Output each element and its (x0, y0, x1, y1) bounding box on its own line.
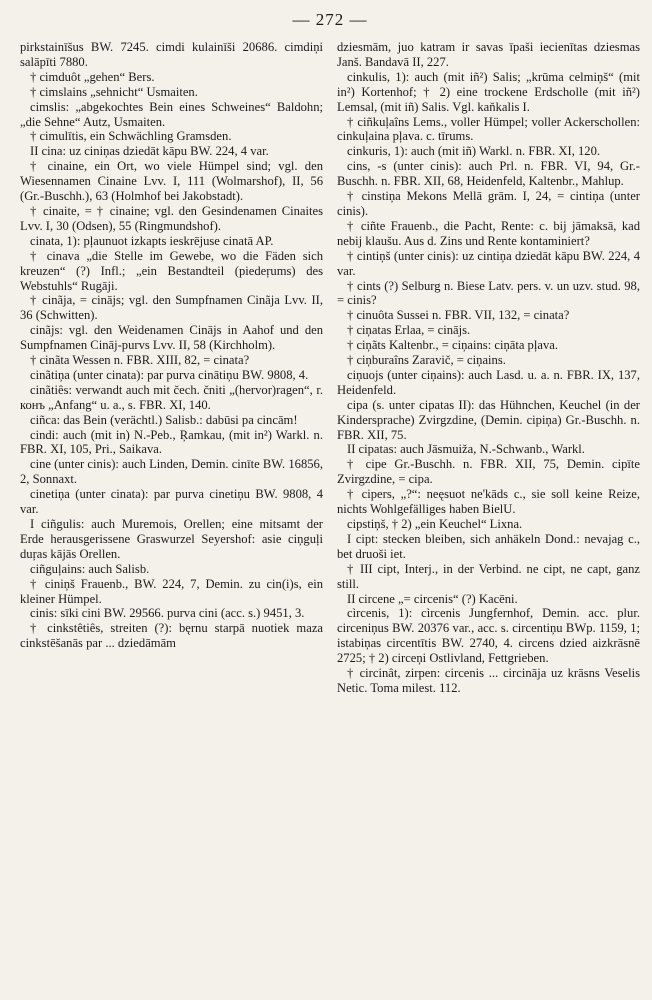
dictionary-entry: † cinaite, = † cinaine; vgl. den Gesindenamen Cinaites Lvv. I, 30 (Odsen), 55 (Ringmundshof). (20, 203, 323, 233)
dictionary-entry: cins, -s (unter cinis): auch Prl. n. FBR. VI, 94, Gr.-Buschh. n. FBR. XII, 68, Heidenfeld, Kaltenbr., Mahlup. (337, 159, 640, 189)
dictionary-entry: ciñca: das Bein (verächtl.) Salisb.: dabūsi pa cincām! (30, 412, 298, 427)
dictionary-entry: cindi: auch (mit in) N.-Peb., Ŗamkau, (mit in²) Warkl. n. FBR. XI, 105, Pri., Saikava. (20, 427, 323, 457)
dictionary-entry: † cipers, „?“: neęsuot ne'kāds c., sie soll keine Reize, nichts Wohlgefälliges haben BielU. (337, 487, 640, 517)
dictionary-entry: II cipatas: auch Jāsmuiža, N.-Schwanb., Warkl. (347, 442, 585, 457)
page-number: — 272 — (292, 10, 368, 29)
dictionary-entry: † cintiņš (unter cinis): uz cintiņa dziedāt kāpu BW. 224, 4 var. (337, 248, 640, 278)
dictionary-entry: I ciñgulis: auch Muremois, Orellen; eine mitsamt der Erde herausgerissene Graswurzel Seyershof: asie ciņguļi duŗas kājās Orellen. (20, 517, 323, 561)
dictionary-entry: I cipt: stecken bleiben, sich anhäkeln Dond.: nevajag c., bet druoši iet. (337, 531, 640, 561)
right-column (337, 40, 640, 990)
dictionary-entry: cimslis: „abgekochtes Bein eines Schweines“ Baldohn; „die Sehne“ Autz, Usmaiten. (20, 99, 323, 129)
dictionary-entry: † III cipt, Interj., in der Verbind. ne cipt, ne capt, ganz still. (337, 561, 640, 591)
dictionary-entry: cinãtiņa (unter cinata): par purva cinātiņu BW. 9808, 4. (30, 367, 309, 382)
dictionary-entry: † cimduôt „gehen“ Bers. (30, 69, 155, 84)
dictionary-entry: cinãtiês: verwandt auch mit čech. čniti „(hervor)ragen“, r. конъ „Anfang“ u. a., s. FBR. XI, 140. (20, 382, 323, 412)
dictionary-entry: cipa (s. unter cipatas II): das Hühnchen, Keuchel (in der Kindersprache) Zvirgzdine, (Demin. cipiņa) Gr.-Buschh. n. FBR. XII, 75. (337, 397, 640, 442)
dictionary-entry: † cimslains „sehnicht“ Usmaiten. (30, 84, 198, 99)
dictionary-entry: cinkuris, 1): auch (mit iñ) Warkl. n. FBR. XI, 120. (347, 144, 601, 159)
dictionary-entry: ciñguļains: auch Salisb. (30, 561, 150, 576)
dictionary-entry: cine (unter cinis): auch Linden, Demin. cinīte BW. 16856, 2, Sonnaxt. (20, 457, 323, 487)
dictionary-entry: cinis: sīki cini BW. 29566. purva cini (acc. s.) 9451, 3. (30, 606, 305, 621)
dictionary-entry: cinata, 1): pļaunuot izkapts ieskrējuse cinatā AP. (30, 233, 274, 248)
dictionary-entry: † ciniņš Frauenb., BW. 224, 7, Demin. zu cin(i)s, ein kleiner Hümpel. (20, 576, 323, 606)
dictionary-entry: † cinuôta Sussei n. FBR. VII, 132, = cinata? (347, 308, 570, 323)
dictionary-entry: cìrcenis, 1): cìrcenis Jungfernhof, Demin. acc. plur. circeniņus BW. 20376 var., acc. s. circentiņu BWp. 1159, 1; istabiņas circentītis BW. 2740, 4. circens dzied aizkrāsnē 2725; † 2) circeņi Ostlivland, Fettgrieben. (337, 606, 640, 666)
dictionary-entry: † circinât, zirpen: circenis ... circināja uz krāsns Veselis Netic. Toma milest. 112. (337, 666, 640, 695)
left-column (20, 40, 323, 990)
dictionary-entry: cinkulis, 1): auch (mit iñ²) Salis; „krūma celmiņš“ (mit in²) Kortenhof; † 2) eine trockene Erdscholle (mit iñ²) Lemsal, (mit iñ) Salis. Vgl. kaňkalis I. (337, 69, 640, 114)
dictionary-entry: II circene „= circenis“ (?) Kacēni. (347, 591, 518, 606)
dictionary-entry: cinãjs: vgl. den Weidenamen Cinājs in Aahof und den Sumpfnamen Cināj-purvs Lvv. II, 58 (Kirchholm). (20, 323, 323, 353)
two-column-layout (20, 40, 640, 990)
dictionary-entry: † cinaine, ein Ort, wo viele Hümpel sind; vgl. den Wiesennamen Cinaine Lvv. I, 111 (Wolmarshof), II, 56 (Gr.-Buschh.), 63 (Holmhof bei Jakobstadt). (20, 159, 323, 204)
dictionary-entry: II cina: uz ciniņas dziedāt kāpu BW. 224, 4 var. (30, 144, 269, 159)
dictionary-entry: dziesmām, juo katram ir savas īpaši iecienītas dziesmas Janš. Bandavā II, 227. (337, 40, 640, 69)
dictionary-entry: † cimulītis, ein Schwächling Gramsden. (30, 129, 232, 144)
dictionary-entry: † cinava „die Stelle im Gewebe, wo die Fäden sich kreuzen“ (?) Infl.; „ein Bestandteil (piedeŗums) des Webstuhls“ Rugāji. (20, 248, 323, 293)
dictionary-entry: † ciņburaîns Zaravič, = ciņains. (347, 353, 506, 368)
dictionary-entry: † cinkstêtiês, streiten (?): bęrnu starpā nuotiek maza cinkstēšanās par ... dziedāmām (20, 621, 323, 651)
dictionary-entry: † cipe Gr.-Buschh. n. FBR. XII, 75, Demin. cipīte Zvirgzdine, = cipa. (337, 457, 640, 487)
dictionary-entry: pirkstainīšus BW. 7245. cimdi kulainīši 20686. cimdiņi salāpīti 7880. (20, 40, 323, 69)
dictionary-entry: cinetiņa (unter cinata): par purva cinetiņu BW. 9808, 4 var. (20, 487, 323, 517)
dictionary-entry: † ciņatas Erlaa, = cinājs. (347, 323, 471, 338)
dictionary-entry: cipstiņš, † 2) „ein Keuchel“ Lixna. (347, 517, 523, 531)
dictionary-entry: † cints (?) Selburg n. Biese Latv. pers. v. un uzv. stud. 98, = cinis? (337, 278, 640, 308)
dictionary-entry: † cinãta Wessen n. FBR. XIII, 82, = cinata? (30, 353, 250, 368)
dictionary-entry: ciņuojs (unter ciņains): auch Lasd. u. a. n. FBR. IX, 137, Heidenfeld. (337, 367, 640, 397)
dictionary-entry: † ciñkuļaîns Lems., voller Hümpel; voller Ackerschollen: cinkuļaina pļava. c. tīrums. (337, 114, 640, 144)
dictionary-entry: † cinãja, = cinājs; vgl. den Sumpfnamen Cinãja Lvv. II, 36 (Schwitten). (20, 293, 323, 323)
dictionary-entry: † ciņãts Kaltenbr., = ciņains: ciņāta pļava. (347, 338, 558, 353)
dictionary-entry: † cinstiņa Mekons Mellā grām. I, 24, = cintiņa (unter cinis). (337, 189, 640, 218)
dictionary-entry: † ciñte Frauenb., die Pacht, Rente: c. bij jāmaksā, kad nebij klaušu. Aus d. Zins und Rente kontaminiert? (337, 218, 640, 248)
